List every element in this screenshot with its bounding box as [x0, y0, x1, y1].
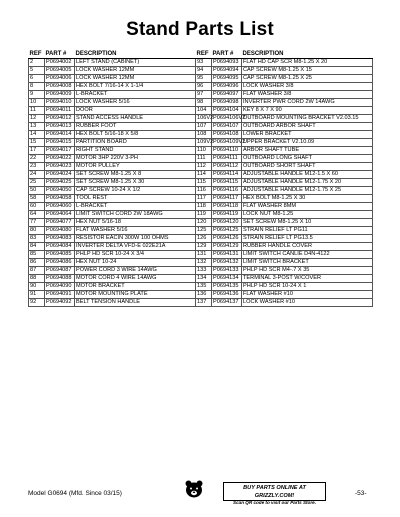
- table-row: [29, 59, 196, 67]
- description-cell: STRAIN RELIEF LT PG13.5: [242, 235, 373, 243]
- ref-cell: 115: [196, 179, 212, 187]
- description-cell: DOOR: [75, 107, 196, 115]
- part-number-cell: P0694097: [212, 91, 242, 99]
- ref-cell: 95: [196, 75, 212, 83]
- description-cell: LIMIT SWITCH CANLIE D4N-4122: [242, 251, 373, 259]
- description-cell: MOTOR 3HP 220V 3-PH: [75, 155, 196, 163]
- table-row: [196, 187, 373, 195]
- part-number-cell: P0694014: [45, 131, 75, 139]
- description-cell: MOTOR BRACKET: [75, 283, 196, 291]
- grizzly-bear-logo-icon: [184, 479, 204, 499]
- table-row: [196, 59, 373, 67]
- part-number-cell: P0694006: [45, 75, 75, 83]
- description-cell: HEX BOLT 5/16-18 X 5/8: [75, 131, 196, 139]
- part-number-cell: P0694116: [212, 187, 242, 195]
- table-row: [196, 299, 373, 307]
- part-number-cell: P0694093: [212, 59, 242, 67]
- part-number-cell: P0694009: [45, 91, 75, 99]
- part-number-cell: P0694132: [212, 259, 242, 267]
- part-number-cell: P0694135: [212, 283, 242, 291]
- part-number-cell: P0694109V2: [213, 139, 246, 145]
- ref-cell: 87: [29, 267, 45, 275]
- description-cell: MOTOR PULLEY: [75, 163, 196, 171]
- table-row: [196, 219, 373, 227]
- ref-cell: 107: [196, 123, 212, 131]
- ref-cell: 86: [29, 259, 45, 267]
- table-row: [29, 99, 196, 107]
- table-row: [196, 179, 373, 187]
- description-cell: RUBBER HANDLE COVER: [242, 243, 373, 251]
- part-number-cell: P0694136: [212, 291, 242, 299]
- page-number: -53-: [355, 490, 367, 497]
- table-row: [196, 259, 373, 267]
- part-number-cell: P0694008: [45, 83, 75, 91]
- part-number-cell: P0694085: [45, 251, 75, 259]
- ref-cell: 131: [196, 251, 212, 259]
- ref-cell: 114: [196, 171, 212, 179]
- description-cell: PARTITION BOARD: [75, 139, 196, 147]
- part-number-cell: P0694137: [212, 299, 242, 307]
- description-cell: LOCK WASHER 12MM: [75, 75, 196, 83]
- part-number-cell: P0694107: [212, 123, 242, 131]
- table-row: [29, 283, 196, 291]
- table-row: [29, 67, 196, 75]
- ref-cell: 13: [29, 123, 45, 131]
- table-row: [29, 75, 196, 83]
- ref-cell: 60: [29, 203, 45, 211]
- description-cell: LOCK WASHER #10: [242, 299, 373, 307]
- table-row: [29, 123, 196, 131]
- description-cell: HEX BOLT 7/16-14 X 1-1/4: [75, 83, 196, 91]
- model-label: Model G0694 (Mfd. Since 03/15): [28, 490, 122, 497]
- ref-cell: 132: [196, 259, 212, 267]
- ref-cell: 110: [196, 147, 212, 155]
- table-row: [196, 203, 373, 211]
- ref-cell: 93: [196, 59, 212, 67]
- part-number-cell: P0694090: [45, 283, 75, 291]
- part-number-cell: P0694024: [45, 171, 75, 179]
- ref-cell: 25: [29, 179, 45, 187]
- ref-cell: 135: [196, 283, 212, 291]
- table-row: [29, 259, 196, 267]
- description-cell: PHLP HD SCR M4-.7 X 35: [242, 267, 373, 275]
- ref-cell: 88: [29, 275, 45, 283]
- part-number-cell: P0694129: [212, 243, 242, 251]
- part-number-cell: P0694080: [45, 227, 75, 235]
- table-row: [29, 267, 196, 275]
- description-cell: KEY 8 X 7 X 90: [242, 107, 373, 115]
- ref-cell: 126: [196, 235, 212, 243]
- table-row: [29, 235, 196, 243]
- part-number-cell: P0694064: [45, 211, 75, 219]
- part-number-cell: P0694017: [45, 147, 75, 155]
- ref-cell: 106V2: [197, 115, 214, 121]
- description-cell: SET SCREW M8-1.25 X 30: [75, 179, 196, 187]
- table-row: [196, 195, 373, 203]
- ref-cell: 22: [29, 155, 45, 163]
- part-number-cell: P0694087: [45, 267, 75, 275]
- description-cell: OUTBOARD MOUNTING BRACKET V2.03.15: [242, 115, 373, 123]
- table-row: [196, 251, 373, 259]
- table-row: [196, 115, 373, 123]
- ref-cell: 64: [29, 211, 45, 219]
- table-row: [29, 275, 196, 283]
- ref-cell: 10: [29, 99, 45, 107]
- promo-subtext: Scan QR code to visit our Parts Store.: [233, 500, 316, 505]
- ref-cell: 134: [196, 275, 212, 283]
- part-number-cell: P0694077: [45, 219, 75, 227]
- description-cell: OUTBOARD ARBOR SHAFT: [242, 123, 373, 131]
- page-title: Stand Parts List: [126, 19, 274, 40]
- part-number-cell: P0694095: [212, 75, 242, 83]
- part-number-cell: P0694023: [45, 163, 75, 171]
- part-number-cell: P0694005: [45, 67, 75, 75]
- part-number-cell: P0694108: [212, 131, 242, 139]
- part-number-cell: P0694134: [212, 275, 242, 283]
- description-cell: UPPER BRACKET V2.10.09: [242, 139, 373, 147]
- ref-cell: 137: [196, 299, 212, 307]
- part-number-cell: P0694111: [212, 155, 242, 163]
- ref-cell: 119: [196, 211, 212, 219]
- ref-cell: 92: [29, 299, 45, 307]
- description-cell: LIMIT SWITCH CORD 2W 18AWG: [75, 211, 196, 219]
- ref-cell: 12: [29, 115, 45, 123]
- ref-cell: 104: [196, 107, 212, 115]
- parts-promo-box[interactable]: [223, 482, 326, 505]
- table-row: [29, 227, 196, 235]
- part-number-cell: P0694050: [45, 187, 75, 195]
- description-cell: OUTBOARD LONG SHAFT: [242, 155, 373, 163]
- description-cell: MOTOR MOUNTING PLATE: [75, 291, 196, 299]
- table-row: [29, 251, 196, 259]
- table-row: [196, 275, 373, 283]
- description-cell: POWER CORD 3 WIRE 14AWG: [75, 267, 196, 275]
- table-row: [29, 139, 196, 147]
- ref-header: REF: [29, 50, 45, 59]
- table-row: [196, 131, 373, 139]
- part-number-cell: P0694115: [212, 179, 242, 187]
- part-number-cell: P0694098: [212, 99, 242, 107]
- description-cell: RIGHT STAND: [75, 147, 196, 155]
- part-number-cell: P0694060: [45, 203, 75, 211]
- ref-cell: 96: [196, 83, 212, 91]
- description-cell: FLAT WASHER 8MM: [242, 203, 373, 211]
- table-row: [29, 291, 196, 299]
- description-cell: ADJUSTABLE HANDLE M12-1.75 X 25: [242, 187, 373, 195]
- ref-cell: 2: [29, 59, 45, 67]
- table-row: [196, 99, 373, 107]
- table-row: [196, 67, 373, 75]
- part-header: PART #: [212, 50, 242, 59]
- table-row: [196, 291, 373, 299]
- table-row: [29, 219, 196, 227]
- part-number-cell: P0694112: [212, 163, 242, 171]
- ref-cell: 108: [196, 131, 212, 139]
- part-number-cell: P0694083: [45, 235, 75, 243]
- ref-cell: 14: [29, 131, 45, 139]
- description-cell: CAP SCREW M8-1.25 X 25: [242, 75, 373, 83]
- part-number-cell: P0694104: [212, 107, 242, 115]
- table-row: [29, 187, 196, 195]
- description-header: DESCRIPTION: [242, 50, 373, 59]
- description-cell: L-BRACKET: [75, 203, 196, 211]
- part-number-cell: P0694118: [212, 203, 242, 211]
- description-cell: INVERTER PWR CORD 2W 14AWG: [242, 99, 373, 107]
- ref-cell: 15: [29, 139, 45, 147]
- table-header-row: [196, 50, 373, 59]
- table-row: [29, 115, 196, 123]
- part-number-cell: P0694117: [212, 195, 242, 203]
- description-cell: FLAT WASHER #10: [242, 291, 373, 299]
- ref-cell: 6: [29, 75, 45, 83]
- ref-cell: 91: [29, 291, 45, 299]
- ref-cell: 11: [29, 107, 45, 115]
- ref-cell: 117: [196, 195, 212, 203]
- table-row: [196, 155, 373, 163]
- part-number-cell: P0694091: [45, 291, 75, 299]
- part-number-cell: P0694086: [45, 259, 75, 267]
- part-number-cell: P0694125: [212, 227, 242, 235]
- description-cell: L-BRACKET: [75, 91, 196, 99]
- description-cell: ARBOR SHAFT TUBE: [242, 147, 373, 155]
- ref-cell: 85: [29, 251, 45, 259]
- ref-header: REF: [196, 50, 212, 59]
- table-row: [196, 91, 373, 99]
- ref-cell: 111: [196, 155, 212, 163]
- table-row: [196, 171, 373, 179]
- ref-cell: 23: [29, 163, 45, 171]
- ref-cell: 90: [29, 283, 45, 291]
- ref-cell: 83: [29, 235, 45, 243]
- table-row: [196, 227, 373, 235]
- description-cell: LIMIT SWITCH BRACKET: [242, 259, 373, 267]
- part-number-cell: P0694084: [45, 243, 75, 251]
- ref-cell: 77: [29, 219, 45, 227]
- table-row: [29, 203, 196, 211]
- description-cell: FLAT WASHER 5/16: [75, 227, 196, 235]
- table-row: [29, 107, 196, 115]
- table-row: [196, 107, 373, 115]
- description-cell: MOTOR CORD 4 WIRE 14AWG: [75, 275, 196, 283]
- ref-cell: 133: [196, 267, 212, 275]
- part-number-cell: P0694088: [45, 275, 75, 283]
- description-cell: HEX NUT 5/16-18: [75, 219, 196, 227]
- ref-cell: 5: [29, 67, 45, 75]
- ref-cell: 109V2: [197, 139, 214, 145]
- part-number-cell: P0694119: [212, 211, 242, 219]
- ref-cell: 136: [196, 291, 212, 299]
- description-cell: TOOL REST: [75, 195, 196, 203]
- table-row: [196, 147, 373, 155]
- description-cell: INVERTER DELTA VFD-E 022E21A: [75, 243, 196, 251]
- table-row: [29, 163, 196, 171]
- table-row: [29, 211, 196, 219]
- part-number-cell: P0694002: [45, 59, 75, 67]
- table-row: [196, 139, 373, 147]
- ref-cell: 58: [29, 195, 45, 203]
- ref-cell: 80: [29, 227, 45, 235]
- table-row: [196, 283, 373, 291]
- description-cell: SET SCREW M8-1.25 X 10: [242, 219, 373, 227]
- table-row: [29, 131, 196, 139]
- part-number-cell: P0694012: [45, 115, 75, 123]
- ref-cell: 125: [196, 227, 212, 235]
- description-cell: CAP SCREW M8-1.25 X 15: [242, 67, 373, 75]
- table-row: [29, 83, 196, 91]
- table-header-row: [29, 50, 196, 59]
- ref-cell: 8: [29, 83, 45, 91]
- table-row: [196, 83, 373, 91]
- ref-cell: 118: [196, 203, 212, 211]
- part-number-cell: P0694096: [212, 83, 242, 91]
- part-number-cell: P0694011: [45, 107, 75, 115]
- table-row: [29, 243, 196, 251]
- table-row: [29, 91, 196, 99]
- table-row: [29, 179, 196, 187]
- part-number-cell: P0694120: [212, 219, 242, 227]
- table-row: [196, 123, 373, 131]
- part-number-cell: P0694131: [212, 251, 242, 259]
- description-cell: ADJUSTABLE HANDLE M12-1.5 X 60: [242, 171, 373, 179]
- description-cell: HEX NUT 10-24: [75, 259, 196, 267]
- description-cell: TERMINAL 3-POST W/COVER: [242, 275, 373, 283]
- ref-cell: 116: [196, 187, 212, 195]
- part-number-cell: P0694114: [212, 171, 242, 179]
- description-cell: BELT TENSION HANDLE: [75, 299, 196, 307]
- ref-cell: 9: [29, 91, 45, 99]
- description-cell: OUTBOARD SHORT SHAFT: [242, 163, 373, 171]
- ref-cell: 98: [196, 99, 212, 107]
- ref-cell: 112: [196, 163, 212, 171]
- table-row: [29, 299, 196, 307]
- part-number-cell: P0694010: [45, 99, 75, 107]
- ref-cell: 50: [29, 187, 45, 195]
- parts-table-left: [28, 50, 196, 307]
- promo-headline: BUY PARTS ONLINE AT GRIZZLY.COM!: [243, 485, 306, 499]
- part-number-cell: P0694025: [45, 179, 75, 187]
- description-header: DESCRIPTION: [75, 50, 196, 59]
- table-row: [196, 243, 373, 251]
- description-cell: LEFT STAND (CABINET): [75, 59, 196, 67]
- part-number-cell: P0694022: [45, 155, 75, 163]
- table-row: [29, 155, 196, 163]
- ref-cell: 94: [196, 67, 212, 75]
- part-number-cell: P0694126: [212, 235, 242, 243]
- description-cell: PHLP HD SCR 10-24 X 3/4: [75, 251, 196, 259]
- description-cell: SET SCREW M8-1.25 X 8: [75, 171, 196, 179]
- description-cell: LOWER BRACKET: [242, 131, 373, 139]
- part-number-cell: P0694058: [45, 195, 75, 203]
- ref-cell: 84: [29, 243, 45, 251]
- description-cell: HEX BOLT M8-1.25 X 30: [242, 195, 373, 203]
- ref-cell: 24: [29, 171, 45, 179]
- part-number-cell: P0694106V2: [213, 115, 246, 121]
- description-cell: STAND ACCESS HANDLE: [75, 115, 196, 123]
- table-row: [29, 147, 196, 155]
- description-cell: RESISTOR EACIN 300W 100 OHMS: [75, 235, 196, 243]
- table-row: [196, 75, 373, 83]
- description-cell: RUBBER FOOT: [75, 123, 196, 131]
- table-row: [196, 211, 373, 219]
- part-number-cell: P0694094: [212, 67, 242, 75]
- part-header: PART #: [45, 50, 75, 59]
- part-number-cell: P0694133: [212, 267, 242, 275]
- table-row: [196, 163, 373, 171]
- ref-cell: 97: [196, 91, 212, 99]
- description-cell: LOCK WASHER 3/8: [242, 83, 373, 91]
- description-cell: ADJUSTABLE HANDLE M12-1.75 X 20: [242, 179, 373, 187]
- description-cell: STRAIN RELIEF LT PG11: [242, 227, 373, 235]
- table-row: [29, 195, 196, 203]
- description-cell: LOCK WASHER 12MM: [75, 67, 196, 75]
- ref-cell: 129: [196, 243, 212, 251]
- description-cell: FLAT HD CAP SCR M8-1.25 X 20: [242, 59, 373, 67]
- description-cell: LOCK NUT M8-1.25: [242, 211, 373, 219]
- part-number-cell: P0694015: [45, 139, 75, 147]
- part-number-cell: P0694110: [212, 147, 242, 155]
- parts-table-right: [195, 50, 373, 307]
- description-cell: LOCK WASHER 5/16: [75, 99, 196, 107]
- description-cell: FLAT WASHER 3/8: [242, 91, 373, 99]
- table-row: [196, 267, 373, 275]
- ref-cell: 17: [29, 147, 45, 155]
- ref-cell: 120: [196, 219, 212, 227]
- description-cell: PHLP HD SCR 10-24 X 1: [242, 283, 373, 291]
- part-number-cell: P0694092: [45, 299, 75, 307]
- description-cell: CAP SCREW 10-24 X 1/2: [75, 187, 196, 195]
- table-row: [196, 235, 373, 243]
- table-row: [29, 171, 196, 179]
- part-number-cell: P0694013: [45, 123, 75, 131]
